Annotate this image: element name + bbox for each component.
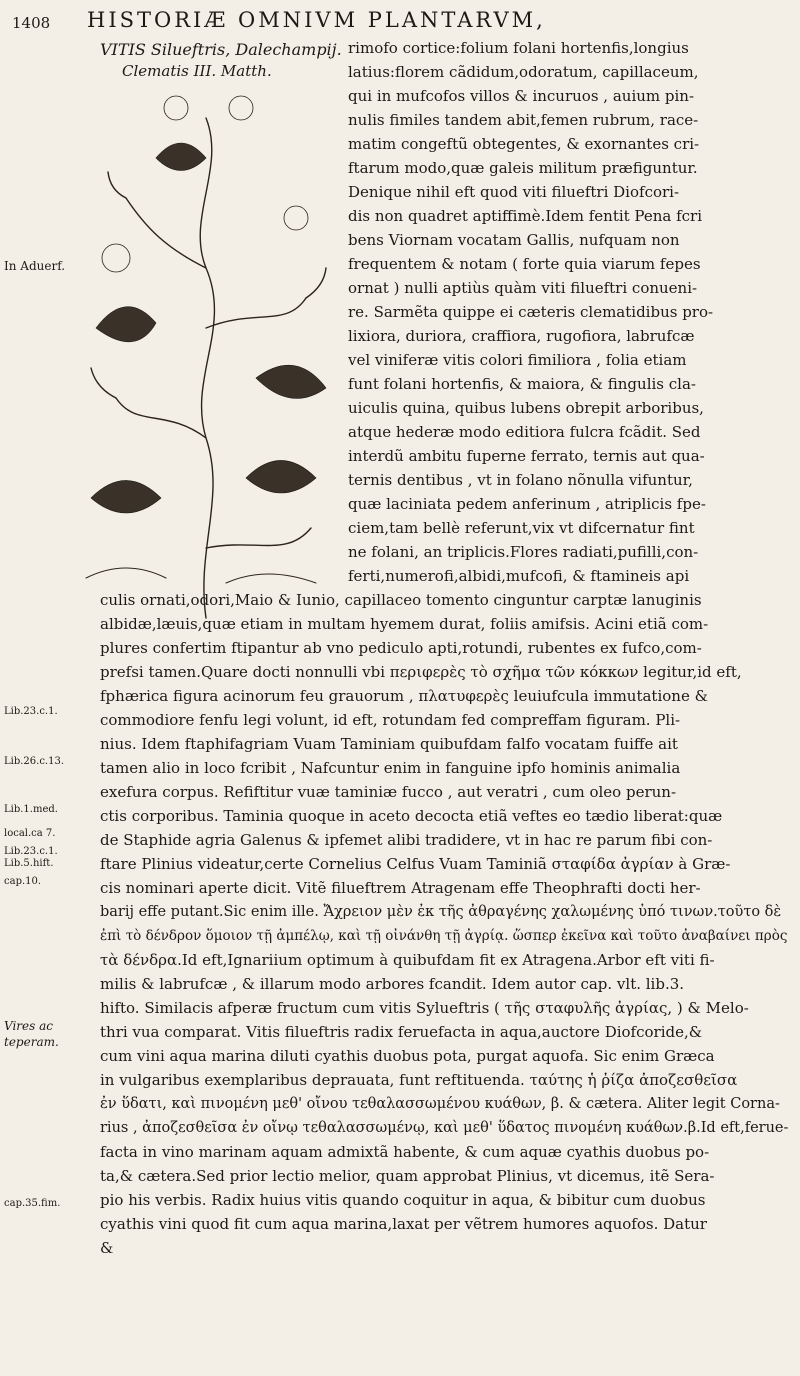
text-line: interdũ ambitu fuperne ferrato, ternis aut qua- <box>348 447 705 465</box>
text-line: τὰ δένδρα.Id eft,Ignariium optimum à quibufdam fit ex Atragena.Arbor eft viti fi- <box>100 951 715 969</box>
margin-note: Lib.23.c.1. <box>4 846 58 857</box>
text-line: pio his verbis. Radix huius vitis quando coquitur in aqua, & bibitur cum duobus <box>100 1191 706 1209</box>
text-line: lixiora, duriora, craffiora, rugofiora, labrufcæ <box>348 327 695 345</box>
margin-note: Vires ac <box>4 1019 53 1033</box>
text-line: ftarum modo,quæ galeis militum præfiguntur. <box>348 159 698 177</box>
text-line: re. Sarmẽta quippe ei cæteris clematidibus pro- <box>348 303 714 321</box>
section-title: VITIS Silueftris, Dalechampij. <box>100 40 342 59</box>
text-line: barij effe putant.Sic enim ille. Ἄχρειον μὲν ἐκ τῆς ἀθραγένης χαλωμένης ὑπό τινων.τοῦτο δὲ <box>100 904 782 920</box>
margin-note: cap.10. <box>4 876 42 887</box>
text-line: in vulgaribus exemplaribus deprauata, funt reftituenda. ταύτης ἡ ῥίζα ἀποζεσθεῖσα <box>100 1071 738 1089</box>
text-line: ἐπὶ τὸ δένδρον ὅμοιον τῇ ἀμπέλῳ, καὶ τῇ οἰνάνθη τῇ ἀγρίᾳ. ὥσπερ ἐκεῖνα καὶ τοῦτο ἀναβαίνει πρὸς <box>100 928 788 944</box>
text-line: ternis dentibus , vt in folano nõnulla vifuntur, <box>348 471 693 489</box>
text-line: plures confertim ftipantur ab vno pediculo apti,rotundi, rubentes ex fufco,com- <box>100 639 702 657</box>
text-line: milis & labrufcæ , & illarum modo arbores fcandit. Idem autor cap. vlt. lib.3. <box>100 975 685 993</box>
text-line: rimofo cortice:folium folani hortenfis,longius <box>348 39 689 57</box>
text-line: funt folani hortenfis, & maiora, & fingulis cla- <box>348 375 696 393</box>
text-line: cyathis vini quod fit cum aqua marina,laxat per vẽtrem humores aquofos. Datur <box>100 1215 707 1233</box>
margin-note: Lib.5.hift. <box>4 858 54 869</box>
text-line: facta in vino marinam aquam admixtã habente, & cum aquæ cyathis duobus po- <box>100 1143 710 1161</box>
text-line: albidæ,læuis,quæ etiam in multam hyemem durat, foliis amifsis. Acini etiã com- <box>100 615 709 633</box>
text-line: dis non quadret aptiffimè.Idem fentit Pena fcri <box>348 207 703 225</box>
text-line: ftare Plinius videatur,certe Cornelius Celfus Vuam Taminiã σταφίδα ἀγρίαν à Græ- <box>100 855 731 873</box>
section-subtitle: Clematis III. Matth. <box>122 62 272 80</box>
text-line: Denique nihil eft quod viti filueftri Diofcori- <box>348 183 680 201</box>
margin-note: In Aduerf. <box>4 259 66 273</box>
text-line: de Staphide agria Galenus & ipfemet alibi tradidere, vt in hac re parum fibi con- <box>100 831 713 849</box>
margin-note: cap.35.fim. <box>4 1198 61 1209</box>
margin-note: Lib.1.med. <box>4 804 58 815</box>
text-line: bens Viornam vocatam Gallis, nufquam non <box>348 231 680 249</box>
text-line: ta,& cætera.Sed prior lectio melior, quam approbat Plinius, vt dicemus, itẽ Sera- <box>100 1167 715 1185</box>
text-line: exefura corpus. Refiftitur vuæ taminiæ fucco , aut veratri , cum oleo perun- <box>100 783 677 801</box>
text-line: ornat ) nulli aptiùs quàm viti filueftri conueni- <box>348 279 698 297</box>
text-line: ciem,tam bellè referunt,vix vt difcernatur fint <box>348 519 695 537</box>
text-line: culis ornati,odori,Maio & Iunio, capillaceo tomento cinguntur carptæ lanuginis <box>100 591 702 609</box>
text-line: cum vini aqua marina diluti cyathis duobus pota, purgat aquofa. Sic enim Græca <box>100 1047 715 1065</box>
text-line: qui in mufcofos villos & incuruos , auium pin- <box>348 87 695 105</box>
text-line: frequentem & notam ( forte quia viarum fepes <box>348 255 701 273</box>
text-line: matim congeftũ obtegentes, & exornantes cri- <box>348 135 700 153</box>
text-line: nulis fimiles tandem abit,femen rubrum, race- <box>348 111 699 129</box>
text-line: ferti,numerofi,albidi,mufcofi, & ftamineis api <box>348 567 690 585</box>
text-line: thri vua comparat. Vitis filueftris radix feruefacta in aqua,auctore Diofcoride,& <box>100 1023 703 1041</box>
running-title: HISTORIÆ OMNIVM PLANTARVM, <box>87 8 546 32</box>
page-number: 1408 <box>12 14 51 32</box>
text-line: ctis corporibus. Taminia quoque in aceto decocta etiã veftes eo tædio liberat:quæ <box>100 807 723 825</box>
text-line: hifto. Similacis afperæ fructum cum vitis Sylueftris ( τῆς σταφυλῆς ἀγρίας, ) & Melo- <box>100 999 749 1017</box>
text-line: prefsi tamen.Quare docti nonnulli vbi περιφερὲς τὸ σχῆμα τῶν κόκκων legitur,id eft, <box>100 663 742 681</box>
text-line: cis nominari aperte dicit. Vitẽ filueftrem Atragenam effe Theophrafti docti her- <box>100 879 701 897</box>
text-line: quæ laciniata pedem anferinum , atriplicis fpe- <box>348 495 706 513</box>
margin-note: teperam. <box>4 1035 59 1049</box>
text-line: uiculis quina, quibus lubens obrepit arboribus, <box>348 399 704 417</box>
margin-note: local.ca 7. <box>4 828 56 839</box>
text-line: ne folani, an triplicis.Flores radiati,pufilli,con- <box>348 543 699 561</box>
margin-note: Lib.26.c.13. <box>4 756 65 767</box>
margin-note: Lib.23.c.1. <box>4 706 58 717</box>
text-line: tamen alio in loco fcribit , Nafcuntur enim in fanguine ipfo hominis animalia <box>100 759 681 777</box>
text-line: latius:florem cãdidum,odoratum, capillaceum, <box>348 63 699 81</box>
text-line: & <box>100 1239 114 1257</box>
text-line: vel viniferæ vitis colori fimiliora , folia etiam <box>348 351 687 369</box>
text-line: ἐν ὕδατι, καὶ πινομένη μεθ' οἴνου τεθαλασσωμένου κυάθων, β. & cætera. Aliter legit Corna- <box>100 1096 780 1112</box>
text-line: atque hederæ modo editiora fulcra fcãdit. Sed <box>348 423 701 441</box>
text-line: fphærica figura acinorum feu grauorum , πλατυφερὲς leuiufcula immutatione & <box>100 687 708 705</box>
text-line: rius , ἀποζεσθεῖσα ἐν οἴνῳ τεθαλασσωμένῳ, καὶ μεθ' ὕδατος πινομένη κυάθων.β.Id eft,ferue- <box>100 1120 789 1136</box>
text-line: commodiore fenfu legi volunt, id eft, rotundam fed compreffam figuram. Pli- <box>100 711 681 729</box>
text-line: nius. Idem ftaphifagriam Vuam Taminiam quibufdam falfo vocatam fuiffe ait <box>100 735 678 753</box>
